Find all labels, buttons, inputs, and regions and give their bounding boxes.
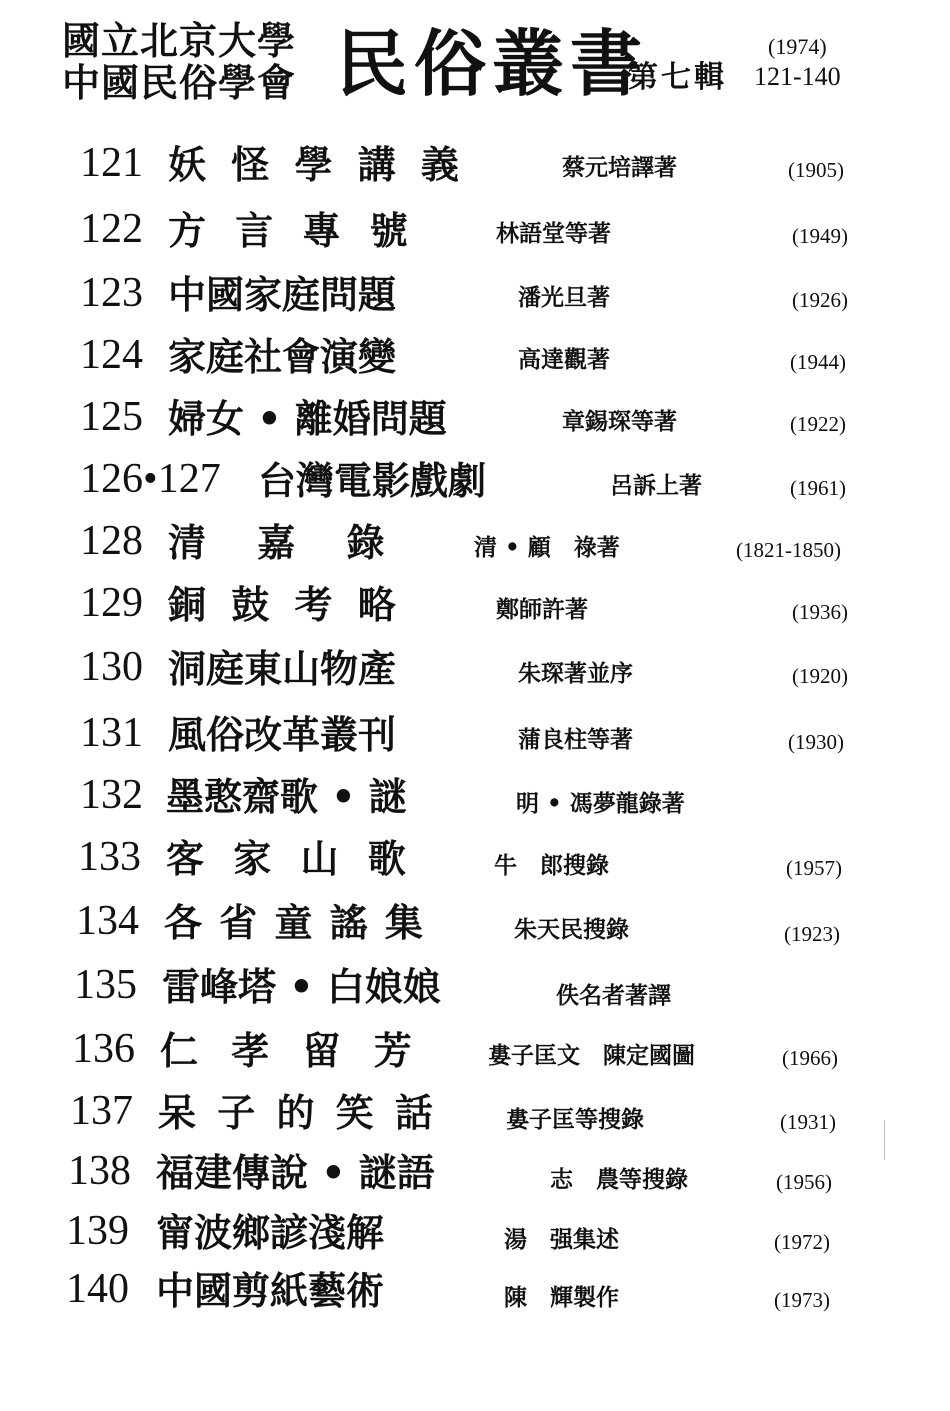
entry-author: 章錫琛等著 [562, 408, 677, 435]
entry-title: 客 家 山 歌 [166, 836, 414, 881]
entry-year: (1922) [790, 412, 846, 436]
series-range: 121-140 [754, 62, 841, 91]
entry-number: 126•127 [80, 456, 221, 502]
entry-year: (1923) [784, 922, 840, 946]
entry-title: 福建傳說 • 謎語 [156, 1150, 435, 1195]
entry-title: 銅 鼓 考 略 [168, 582, 402, 627]
entry-number: 136 [72, 1026, 135, 1072]
list-item [0, 1264, 950, 1324]
entry-year: (1972) [774, 1230, 830, 1254]
entry-title: 家庭社會演變 [168, 334, 397, 379]
entry-author: 明 • 馮夢龍錄著 [516, 790, 685, 817]
entry-year: (1966) [782, 1046, 838, 1070]
entry-number: 132 [80, 772, 143, 818]
entry-title: 中國剪紙藝術 [156, 1268, 385, 1313]
entry-number: 139 [66, 1208, 129, 1254]
entry-title: 方 言 專 號 [168, 208, 416, 253]
entry-number: 129 [80, 580, 143, 626]
entry-year: (1920) [792, 664, 848, 688]
entry-author: 潘光旦著 [518, 284, 610, 311]
entry-number: 140 [66, 1266, 129, 1312]
list-item [0, 392, 950, 452]
entry-year: (1961) [790, 476, 846, 500]
list-item [0, 642, 950, 702]
entry-title: 洞庭東山物產 [168, 646, 397, 691]
series-title: 民俗叢書 [336, 21, 649, 106]
entry-title: 婦女 • 離婚問題 [168, 396, 447, 441]
list-item [0, 770, 950, 830]
entry-year: (1957) [786, 856, 842, 880]
list-item [0, 832, 950, 892]
entry-year: (1973) [774, 1288, 830, 1312]
list-item [0, 1206, 950, 1266]
entry-year: (1926) [792, 288, 848, 312]
entry-year: (1944) [790, 350, 846, 374]
list-item [0, 138, 950, 198]
publisher-line-2: 中國民俗學會 [62, 60, 297, 105]
entry-number: 128 [80, 518, 143, 564]
list-item [0, 204, 950, 264]
entry-author: 高達觀著 [518, 346, 610, 373]
series-volume: 第七輯 [628, 60, 727, 95]
list-item [0, 454, 950, 514]
entry-author: 蔡元培譯著 [562, 154, 677, 181]
list-item [0, 516, 950, 576]
entry-author: 湯 强集述 [504, 1226, 619, 1253]
list-item [0, 578, 950, 638]
list-item [0, 268, 950, 328]
entry-number: 134 [76, 898, 139, 944]
entry-year: (1936) [792, 600, 848, 624]
entry-year: (1821-1850) [736, 538, 841, 562]
entry-title: 風俗改革叢刊 [168, 712, 397, 757]
entry-author: 林語堂等著 [496, 220, 611, 247]
entry-title: 中國家庭問題 [168, 272, 397, 317]
entry-author: 志 農等搜錄 [550, 1166, 688, 1193]
entry-number: 138 [68, 1148, 131, 1194]
entry-year: (1956) [776, 1170, 832, 1194]
entry-author: 朱琛著並序 [518, 660, 633, 687]
publisher-line-1: 國立北京大學 [62, 18, 297, 63]
entry-number: 124 [80, 332, 143, 378]
entry-author: 陳 輝製作 [504, 1284, 619, 1311]
entry-number: 133 [78, 834, 141, 880]
list-item [0, 896, 950, 956]
entry-number: 130 [80, 644, 143, 690]
entry-author: 鄭師許著 [496, 596, 588, 623]
entry-year: (1949) [792, 224, 848, 248]
entry-title: 仁 孝 留 芳 [160, 1028, 422, 1073]
entry-author: 朱天民搜錄 [514, 916, 629, 943]
entry-author: 蒲良柱等著 [518, 726, 633, 753]
list-item [0, 1086, 950, 1146]
entry-year: (1905) [788, 158, 844, 182]
entry-title: 台灣電影戲劇 [258, 458, 487, 503]
entry-author: 佚名者著譯 [556, 982, 671, 1009]
entry-number: 123 [80, 270, 143, 316]
list-item [0, 1024, 950, 1084]
entry-title: 各 省 童 謠 集 [164, 900, 425, 945]
entry-author: 婁子匡等搜錄 [506, 1106, 644, 1133]
list-item [0, 1146, 950, 1206]
entry-title: 墨憨齋歌 • 謎 [166, 774, 407, 819]
entry-number: 125 [80, 394, 143, 440]
list-item [0, 960, 950, 1020]
entry-author: 清 • 顧 祿著 [474, 534, 620, 561]
entry-title: 甯波鄉諺淺解 [156, 1210, 385, 1255]
entry-number: 135 [74, 962, 137, 1008]
entry-author: 婁子匡文 陳定國圖 [488, 1042, 695, 1069]
entry-title: 呆 子 的 笑 話 [158, 1090, 437, 1135]
entry-number: 122 [80, 206, 143, 252]
entry-number: 131 [80, 710, 143, 756]
entry-number: 121 [80, 140, 143, 186]
entry-title: 清 嘉 錄 [168, 520, 385, 565]
entry-author: 呂訴上著 [610, 472, 702, 499]
entry-number: 137 [70, 1088, 133, 1134]
list-item [0, 330, 950, 390]
entry-year: (1930) [788, 730, 844, 754]
series-year: (1974) [768, 34, 827, 59]
list-item [0, 708, 950, 768]
entry-year: (1931) [780, 1110, 836, 1134]
entry-title: 雷峰塔 • 白娘娘 [162, 964, 441, 1009]
scan-artifact [884, 1120, 885, 1160]
entry-author: 牛 郎搜錄 [494, 852, 609, 879]
entry-title: 妖 怪 學 講 義 [168, 142, 465, 187]
